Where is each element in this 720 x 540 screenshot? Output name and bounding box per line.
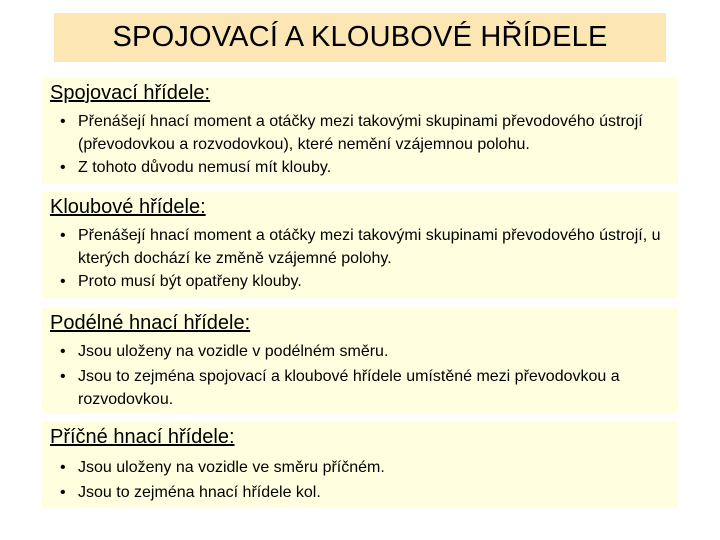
item-text: Jsou to zejména hnací hřídele kol. bbox=[78, 484, 321, 501]
item-text: Jsou uloženy na vozidle v podélném směru. bbox=[78, 343, 389, 360]
section-pricne bbox=[42, 422, 678, 508]
section-spojovaci bbox=[42, 78, 678, 184]
item-text: Jsou uloženy na vozidle ve směru příčném. bbox=[78, 459, 385, 476]
section-heading: Kloubové hřídele: bbox=[50, 196, 206, 218]
section-heading: Podélné hnací hřídele: bbox=[50, 312, 251, 334]
item-text: Z tohoto důvodu nemusí mít klouby. bbox=[78, 159, 332, 176]
bullet: • bbox=[60, 459, 66, 476]
section-kloubove bbox=[42, 192, 678, 298]
item-text: Jsou to zejména spojovací a kloubové hřídele umístěné mezi převodovkou a rozvodovkou. bbox=[78, 368, 620, 408]
page-title: SPOJOVACÍ A KLOUBOVÉ HŘÍDELE bbox=[112, 21, 608, 53]
bullet: • bbox=[60, 484, 66, 501]
bullet: • bbox=[60, 368, 66, 385]
bullet: • bbox=[60, 273, 66, 290]
bullet: • bbox=[60, 343, 66, 360]
bullet: • bbox=[60, 113, 66, 130]
title-banner bbox=[54, 13, 666, 62]
item-text: Proto musí být opatřeny klouby. bbox=[78, 273, 302, 290]
section-heading: Spojovací hřídele: bbox=[50, 82, 211, 104]
item-text: Přenášejí hnací moment a otáčky mezi takovými skupinami převodového ústrojí, u kterých dochází ke změně vzájemné polohy. bbox=[78, 227, 661, 267]
bullet: • bbox=[60, 227, 66, 244]
bullet: • bbox=[60, 159, 66, 176]
item-text: Přenášejí hnací moment a otáčky mezi takovými skupinami převodového ústrojí (převodovkou a rozvodovkou), které nemění vzájemnou polohu. bbox=[78, 113, 643, 153]
section-heading: Příčné hnací hřídele: bbox=[50, 426, 235, 448]
section-podelne bbox=[42, 308, 678, 414]
